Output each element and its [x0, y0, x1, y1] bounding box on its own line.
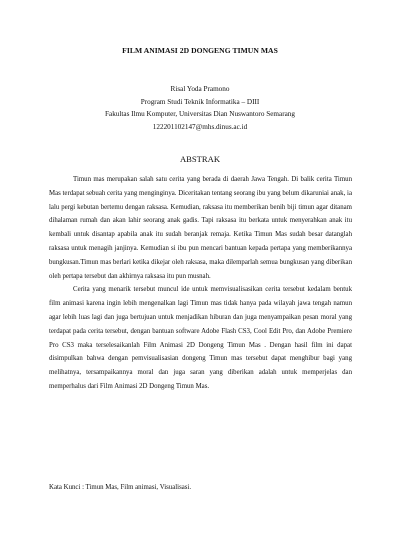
- author-email: 122201102147@mhs.dinus.ac.id: [152, 123, 248, 132]
- author-name: Risal Yoda Pramono: [170, 85, 230, 93]
- keywords-line: Kata Kunci : Timun Mas, Film animasi, Visualisasi.: [49, 484, 192, 491]
- abstract-body: [49, 173, 352, 394]
- author-block: [0, 83, 400, 134]
- author-program: Program Studi Teknik Informatika – DIII: [140, 97, 260, 106]
- author-affiliation: Fakultas Ilmu Komputer, Universitas Dian Nuswantoro Semarang: [105, 110, 295, 119]
- paper-title: FILM ANIMASI 2D DONGENG TIMUN MAS: [122, 46, 278, 55]
- abstract-paragraph: Cerita yang menarik tersebut muncul ide untuk memvisualisasikan cerita tersebut kedalam bentuk film animasi karena ingin lebih mengenalkan lagi Timun mas tidak hanya pada wilayah jawa tengah namun agar lebih luas lagi dan juga bertujuan untuk menjadikan hiburan dan juga menyampaikan pesan moral yang terdapat pada cerita tersebut, dengan bantuan software Adobe Flash CS3, Cool Edit Pro, dan Adobe Premiere Pro CS3 maka terselesaikanlah Film Animasi 2D Dongeng Timun Mas . Dengan hasil film ini dapat disimpulkan bahwa dengan pemvisualisasian dongeng Timun mas tersebut dapat menghibur bagi yang melihatnya, tersampaikannya moral dan juga saran yang diberikan adalah untuk memperjelas dan memperhalus dari Film Animasi 2D Dongeng Timun Mas.: [49, 286, 352, 390]
- abstract-heading: ABSTRAK: [179, 154, 221, 164]
- abstract-paragraph: Timun mas merupakan salah satu cerita yang berada di daerah Jawa Tengah. Di balik cerita Timun Mas terdapat sebuah cerita yang menginginya. Diceritakan tentang seorang ibu yang belum dikaruniai anak, ia lalu pergi kebutan bertemu dengan raksasa. Kemudian, raksasa itu memberikan benih biji timun agar ditanam dihalaman rumah dan akan lahir seorang anak gadis. Tapi raksasa itu berkata untuk menyerahkan anak itu kembali untuk disantap apabila anak itu sudah beranjak remaja. Ketika Timun Mas sudah besar datanglah raksasa untuk menagih janjinya. Kemudian si ibu pun mencari bantuan kepada pertapa yang memberikannya bungkusan.Timun mas berlari ketika dikejar oleh raksasa, maka dilemparlah semua bungkusan yang diberikan oleh pertapa tersebut dan akhirnya raksasa itu pun musnah.: [49, 176, 352, 280]
